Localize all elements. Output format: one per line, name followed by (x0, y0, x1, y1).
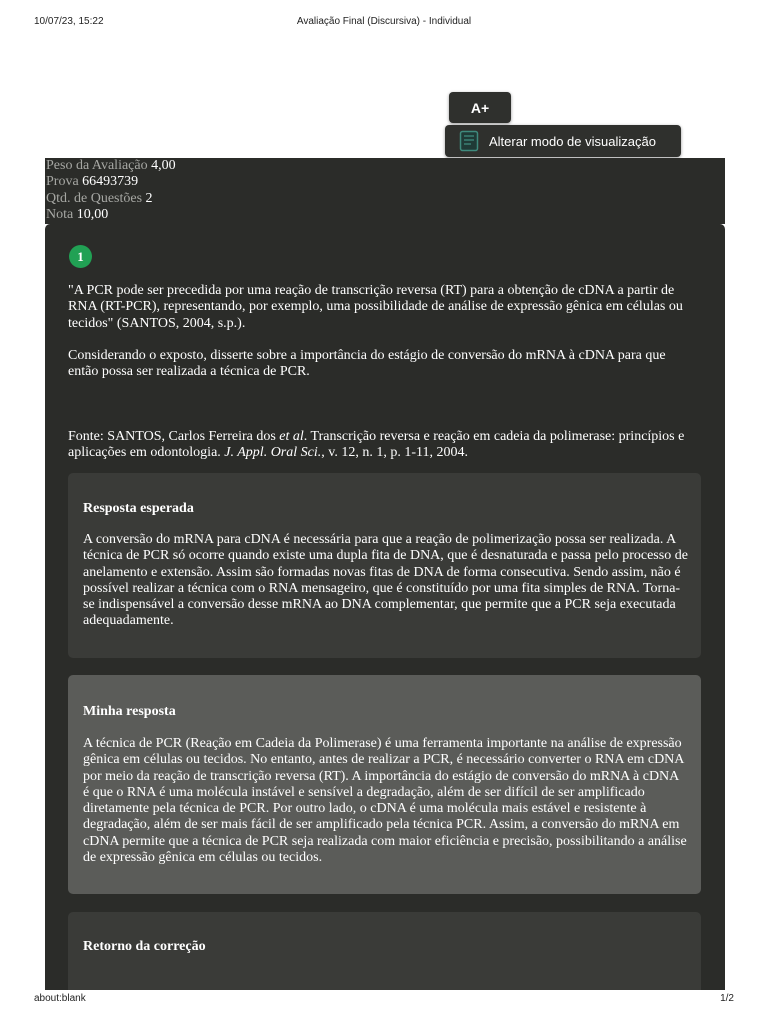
meta-weight (45, 158, 725, 174)
my-answer-box (68, 675, 701, 894)
meta-grade (45, 207, 725, 223)
expected-answer-title: Resposta esperada (83, 501, 194, 516)
print-url: about:blank (34, 993, 86, 1004)
print-page-number: 1/2 (720, 993, 734, 1004)
meta-weight-value: 4,00 (151, 158, 176, 173)
question-source (68, 429, 688, 462)
meta-weight-label: Peso da Avaliação (46, 158, 148, 173)
feedback-box (68, 912, 701, 990)
question-panel (45, 224, 725, 990)
expected-answer-box (68, 473, 701, 658)
source-etal: et al (279, 428, 304, 444)
feedback-title: Retorno da correção (83, 939, 206, 954)
book-icon (459, 130, 479, 152)
meta-exam (45, 174, 725, 190)
view-mode-label: Alterar modo de visualização (489, 133, 656, 149)
meta-questions-label: Qtd. de Questões (46, 190, 143, 206)
source-suffix: , v. 12, n. 1, p. 1-11, 2004. (321, 445, 468, 461)
question-text (68, 283, 688, 461)
source-mid: . Transcrição reversa e reação em cadeia da polimerase: princípios e aplicações em odontologia. (68, 428, 685, 461)
print-datetime: 10/07/23, 15:22 (34, 16, 104, 27)
question-prompt: Considerando o exposto, disserte sobre a importância do estágio de conversão do mRNA à cDNA para que então possa ser realizada a técnica de PCR. (68, 348, 666, 380)
expected-answer-text: A conversão do mRNA para cDNA é necessária para que a reação de polimerização possa ser realizada. A técnica de PCR só ocorre quando existe uma dupla fita de DNA, que é desnaturada e passa pelo processo de anelamento e extensão. Assim são formadas novas fitas de DNA de forma consecutiva. Sendo assim, não é possível realizar a técnica com o RNA mensageiro, que é constituído por uma fita simples de RNA. Torna-se indispensável a conversão desse mRNA ao DNA complementar, que permite que a PCR seja executada adequadamente. (83, 532, 688, 629)
print-header (0, 16, 768, 32)
print-page-title: Avaliação Final (Discursiva) - Individual (296, 16, 472, 27)
meta-exam-label: Prova (46, 174, 79, 190)
my-answer-text: A técnica de PCR (Reação em Cadeia da Polimerase) é uma ferramenta importante na análise de expressão gênica em células ou tecidos. No entanto, antes de realizar a PCR, é necessário converter o RNA em cDNA por meio da reação de transcrição reversa (RT). A importância do estágio de conversão do mRNA à cDNA é que o RNA é uma molécula instável e sensível a degradação, além de ser difícil de ser amplificado diretamente pela técnica de PCR. Por outro lado, o cDNA é uma molécula mais estável e resistente à degradação, além de ser mais fácil de ser amplificado pela técnica PCR. Assim, a conversão do mRNA em cDNA permite que a técnica de PCR seja realizada com maior eficiência e precisão, possibilitando a análise de expressão gênica em células ou tecidos. (83, 736, 687, 866)
print-footer (0, 993, 768, 1009)
meta-questions-value: 2 (145, 190, 153, 206)
question-number-badge: 1 (69, 245, 92, 268)
source-prefix: Fonte: SANTOS, Carlos Ferreira dos (68, 428, 280, 444)
font-size-button[interactable]: A+ (449, 92, 511, 123)
my-answer-title: Minha resposta (83, 704, 176, 719)
meta-questions (45, 191, 725, 207)
meta-exam-value: 66493739 (82, 174, 139, 190)
question-quote: "A PCR pode ser precedida por uma reação de transcrição reversa (RT) para a obtenção de cDNA a partir de RNA (RT-PCR), representando, por exemplo, uma possibilidade de análise de expressão gênica em células ou tecidos" (SANTOS, 2004, s.p.). (68, 283, 683, 331)
meta-grade-value: 10,00 (76, 206, 109, 222)
meta-grade-label: Nota (46, 206, 74, 222)
exam-meta (45, 158, 725, 224)
source-journal: J. Appl. Oral Sci. (224, 445, 322, 461)
view-mode-button[interactable] (445, 125, 681, 157)
